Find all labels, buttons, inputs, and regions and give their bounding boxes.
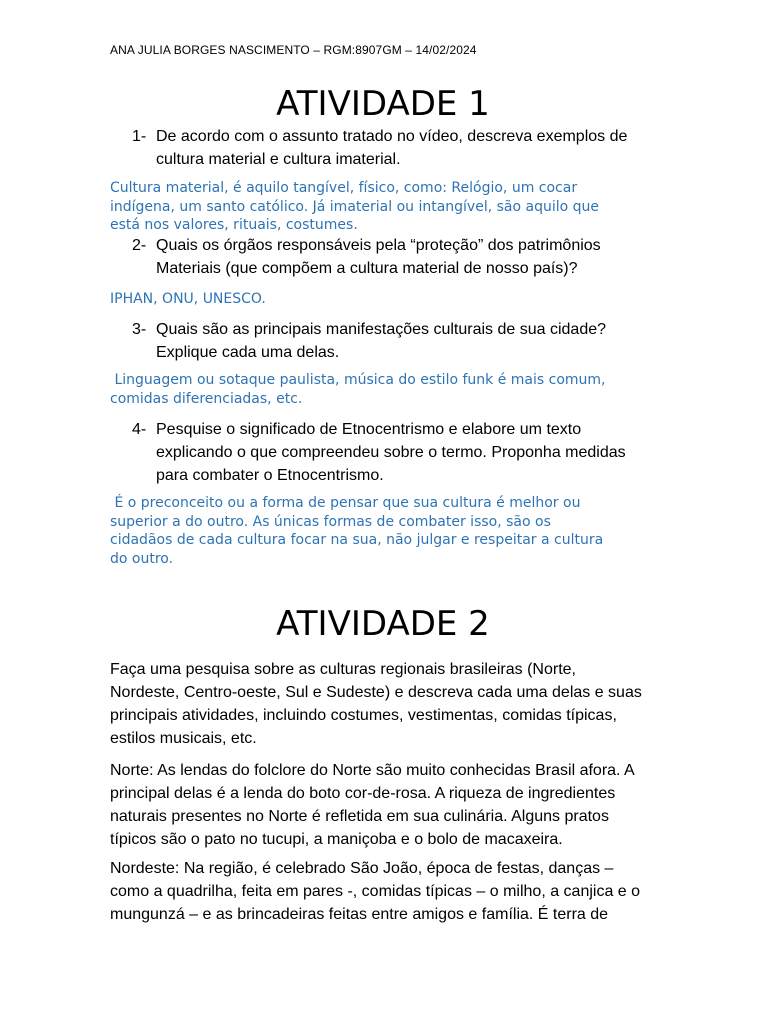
activity2-title: ATIVIDADE 2	[276, 604, 490, 644]
question-4	[132, 418, 626, 487]
answer-line: do outro.	[110, 550, 174, 567]
paragraph-line: estilos musicais, etc.	[110, 730, 257, 747]
answer-line: indígena, um santo católico. Já imaterial ou intangível, são aquilo que	[110, 198, 600, 215]
question-number: 3-	[132, 321, 147, 338]
paragraph-line: típicos são o pato no tucupi, a maniçoba e o bolo de macaxeira.	[110, 831, 563, 848]
answer-4	[110, 494, 670, 568]
paragraph-norte	[110, 759, 658, 851]
activity1-title: ATIVIDADE 1	[276, 84, 490, 124]
question-line: para combater o Etnocentrismo.	[156, 467, 384, 484]
question-line: explicando o que compreendeu sobre o termo. Proponha medidas	[156, 444, 626, 461]
answer-line: Linguagem ou sotaque paulista, música do estilo funk é mais comum,	[110, 372, 606, 388]
question-line: Explique cada uma delas.	[156, 344, 340, 361]
question-2	[132, 234, 601, 280]
paragraph-line: Nordeste: Na região, é celebrado São João, época de festas, danças –	[110, 860, 614, 877]
paragraph-line: principais atividades, incluindo costumes, vestimentas, comidas típicas,	[110, 707, 617, 724]
question-line: Quais são as principais manifestações culturais de sua cidade?	[156, 321, 607, 338]
paragraph-line: como a quadrilha, feita em pares -, comidas típicas – o milho, a canjica e o	[110, 883, 641, 900]
student-header: ANA JULIA BORGES NASCIMENTO – RGM:8907GM – 14/02/2024	[110, 43, 477, 57]
answer-line: está nos valores, rituais, costumes.	[110, 217, 358, 233]
question-number: 4-	[132, 421, 147, 438]
question-line: cultura material e cultura imaterial.	[156, 151, 401, 168]
paragraph-line: naturais presentes no Norte é refletida em sua culinária. Alguns pratos	[110, 808, 609, 825]
question-1	[132, 125, 628, 171]
answer-1	[110, 179, 670, 235]
answer-line: cidadãos de cada cultura focar na sua, não julgar e respeitar a cultura	[110, 532, 604, 548]
answer-line: É o preconceito ou a forma de pensar que sua cultura é melhor ou	[110, 495, 581, 511]
question-3	[132, 318, 607, 364]
question-line: De acordo com o assunto tratado no vídeo, descreva exemplos de	[156, 128, 628, 145]
answer-line: IPHAN, ONU, UNESCO.	[110, 291, 266, 307]
answer-line: superior a do outro. As únicas formas de combater isso, são os	[110, 513, 551, 530]
answer-3	[110, 371, 670, 408]
paragraph-line: principal delas é a lenda do boto cor-de-rosa. A riqueza de ingredientes	[110, 785, 616, 802]
paragraph-intro	[110, 658, 658, 750]
question-number: 2-	[132, 237, 147, 254]
paragraph-line: mungunzá – e as brincadeiras feitas entre amigos e família. É terra de	[110, 906, 609, 923]
answer-line: Cultura material, é aquilo tangível, físico, como: Relógio, um cocar	[110, 180, 578, 196]
paragraph-nordeste	[110, 857, 658, 926]
question-line: Pesquise o significado de Etnocentrismo e elabore um texto	[156, 421, 582, 438]
answer-line: comidas diferenciadas, etc.	[110, 390, 303, 407]
answer-2	[110, 290, 670, 309]
paragraph-line: Faça uma pesquisa sobre as culturas regionais brasileiras (Norte,	[110, 661, 576, 678]
question-line: Materiais (que compõem a cultura material de nosso país)?	[156, 260, 578, 277]
paragraph-line: Norte: As lendas do folclore do Norte são muito conhecidas Brasil afora. A	[110, 762, 635, 779]
question-number: 1-	[132, 128, 147, 145]
question-line: Quais os órgãos responsáveis pela “proteção” dos patrimônios	[156, 237, 601, 254]
paragraph-line: Nordeste, Centro-oeste, Sul e Sudeste) e descreva cada uma delas e suas	[110, 684, 642, 701]
